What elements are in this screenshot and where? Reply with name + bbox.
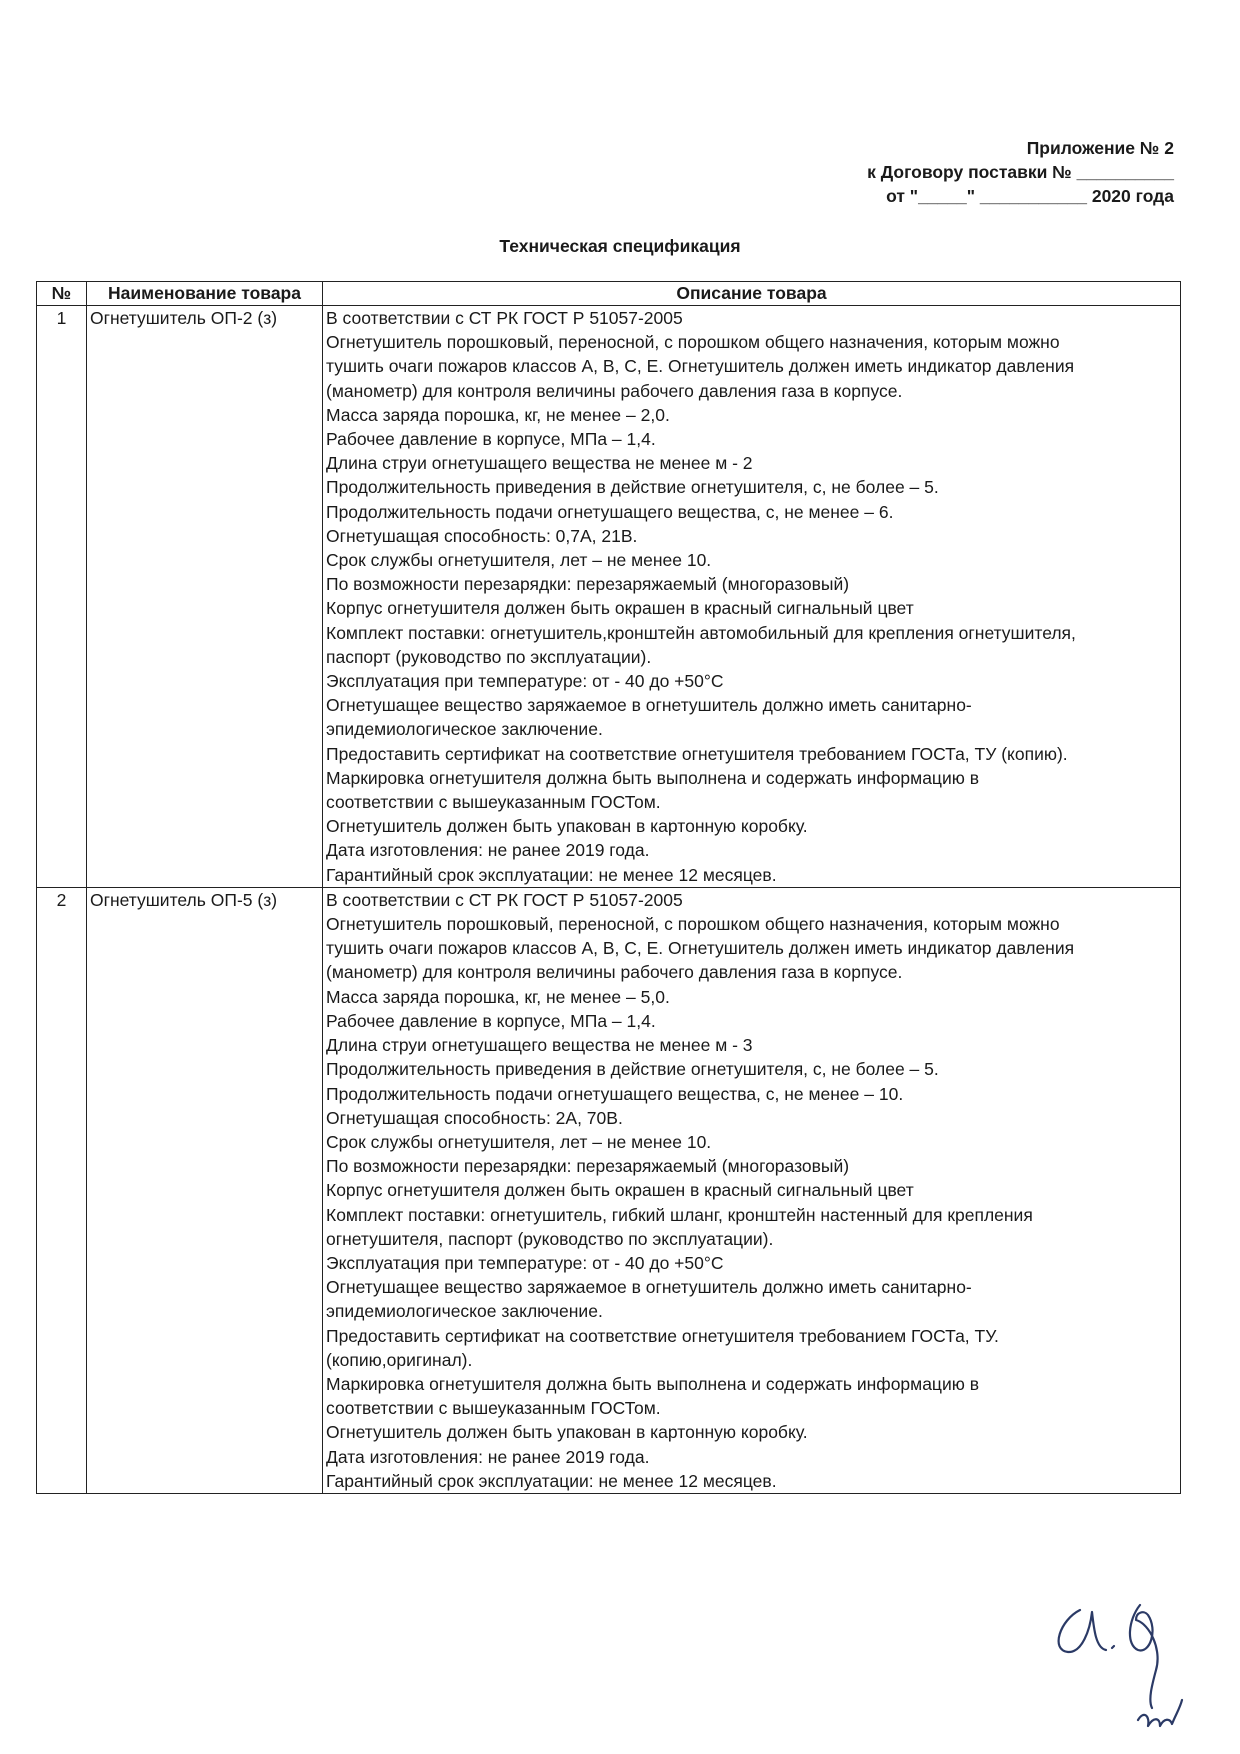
description-line: Огнетушащая способность: 2А, 70В. [326,1107,623,1128]
description-line: Огнетушащая способность: 0,7А, 21В. [326,525,638,546]
appendix-number: Приложение № 2 [1026,138,1174,158]
description-line: Срок службы огнетушителя, лет – не менее 10. [326,550,712,571]
description-line: Корпус огнетушителя должен быть окрашен в красный сигнальный цвет [326,1180,914,1201]
description-line: огнетушителя, паспорт (руководство по эксплуатации). [326,1228,774,1249]
description-line: Предоставить сертификат на соответствие огнетушителя требованием ГОСТа, ТУ (копию). [326,743,1068,764]
table-row [37,887,1181,1493]
description-line: Длина струи огнетушащего вещества не менее м - 3 [326,1035,753,1056]
description-line: Масса заряда порошка, кг, не менее – 2,0. [326,404,670,425]
description-line: Продолжительность приведения в действие огнетушителя, с, не более – 5. [326,477,939,498]
description-line: Огнетушитель порошковый, переносной, с порошком общего назначения, которым можно [326,332,1060,353]
description-line: тушить очаги пожаров классов А, В, С, Е. Огнетушитель должен иметь индикатор давления [326,938,1075,959]
description-line: Продолжительность приведения в действие огнетушителя, с, не более – 5. [326,1059,939,1080]
description-line: Эксплуатация при температуре: от - 40 до +50°С [326,1252,724,1273]
product-description [323,887,1181,1493]
row-number: 2 [37,887,87,1493]
handwritten-signature [1040,1590,1220,1750]
description-line: В соответствии с СТ РК ГОСТ Р 51057-2005 [326,308,683,328]
description-line: тушить очаги пожаров классов А, В, С, Е. Огнетушитель должен иметь индикатор давления [326,356,1075,377]
description-line: Гарантийный срок эксплуатации: не менее 12 месяцев. [326,1470,777,1491]
description-line: соответствии с вышеуказанным ГОСТом. [326,792,661,813]
description-line: Предоставить сертификат на соответствие огнетушителя требованием ГОСТа, ТУ. [326,1325,999,1346]
description-line: Рабочее давление в корпусе, МПа – 1,4. [326,1010,656,1031]
column-header-name: Наименование товара [87,282,323,306]
description-line: По возможности перезарядки: перезаряжаемый (многоразовый) [326,574,850,595]
description-line: В соответствии с СТ РК ГОСТ Р 51057-2005 [326,889,683,910]
description-line: Комплект поставки: огнетушитель,кронштейн автомобильный для крепления огнетушителя, [326,622,1076,643]
description-line: Гарантийный срок эксплуатации: не менее 12 месяцев. [326,864,777,885]
description-line: По возможности перезарядки: перезаряжаемый (многоразовый) [326,1156,850,1177]
description-line: Продолжительность подачи огнетушащего вещества, с, не менее – 6. [326,501,894,522]
description-line: Продолжительность подачи огнетушащего вещества, с, не менее – 10. [326,1083,904,1104]
product-name: Огнетушитель ОП-2 (з) [87,306,323,888]
description-line: (копию,оригинал). [326,1349,473,1370]
table-header-row [37,282,1181,306]
contract-reference: к Договору поставки № __________ [867,162,1174,182]
description-line: Эксплуатация при температуре: от - 40 до +50°С [326,671,724,692]
description-line: Огнетушитель порошковый, переносной, с порошком общего назначения, которым можно [326,914,1060,935]
description-line: Огнетушащее вещество заряжаемое в огнетушитель должно иметь санитарно- [326,1277,972,1298]
description-line: Маркировка огнетушителя должна быть выполнена и содержать информацию в [326,1373,980,1394]
document-title: Техническая спецификация [499,236,741,256]
description-line: эпидемиологическое заключение. [326,1301,603,1322]
description-line: Огнетушитель должен быть упакован в картонную коробку. [326,1422,808,1443]
description-line: соответствии с вышеуказанным ГОСТом. [326,1398,661,1419]
specification-table [36,281,1181,1494]
description-line: эпидемиологическое заключение. [326,719,603,740]
description-line: Огнетушащее вещество заряжаемое в огнетушитель должно иметь санитарно- [326,695,972,716]
contract-date: от "_____" ___________ 2020 года [886,186,1174,206]
description-line: паспорт (руководство по эксплуатации). [326,646,652,667]
description-line: Дата изготовления: не ранее 2019 года. [326,840,650,861]
description-line: Срок службы огнетушителя, лет – не менее 10. [326,1131,712,1152]
description-line: (манометр) для контроля величины рабочего давления газа в корпусе. [326,380,903,401]
appendix-header [867,136,1174,208]
column-header-description: Описание товара [323,282,1181,306]
description-line: Маркировка огнетушителя должна быть выполнена и содержать информацию в [326,767,980,788]
description-line: Длина струи огнетушащего вещества не менее м - 2 [326,453,753,474]
description-line: Комплект поставки: огнетушитель, гибкий шланг, кронштейн настенный для крепления [326,1204,1033,1225]
description-line: Корпус огнетушителя должен быть окрашен в красный сигнальный цвет [326,598,914,619]
row-number: 1 [37,306,87,888]
product-name: Огнетушитель ОП-5 (з) [87,887,323,1493]
column-header-number: № [37,282,87,306]
description-line: (манометр) для контроля величины рабочего давления газа в корпусе. [326,962,903,983]
description-line: Дата изготовления: не ранее 2019 года. [326,1446,650,1467]
description-line: Рабочее давление в корпусе, МПа – 1,4. [326,429,656,450]
product-description [323,306,1181,888]
description-line: Огнетушитель должен быть упакован в картонную коробку. [326,816,808,837]
table-row [37,306,1181,888]
description-line: Масса заряда порошка, кг, не менее – 5,0. [326,986,670,1007]
